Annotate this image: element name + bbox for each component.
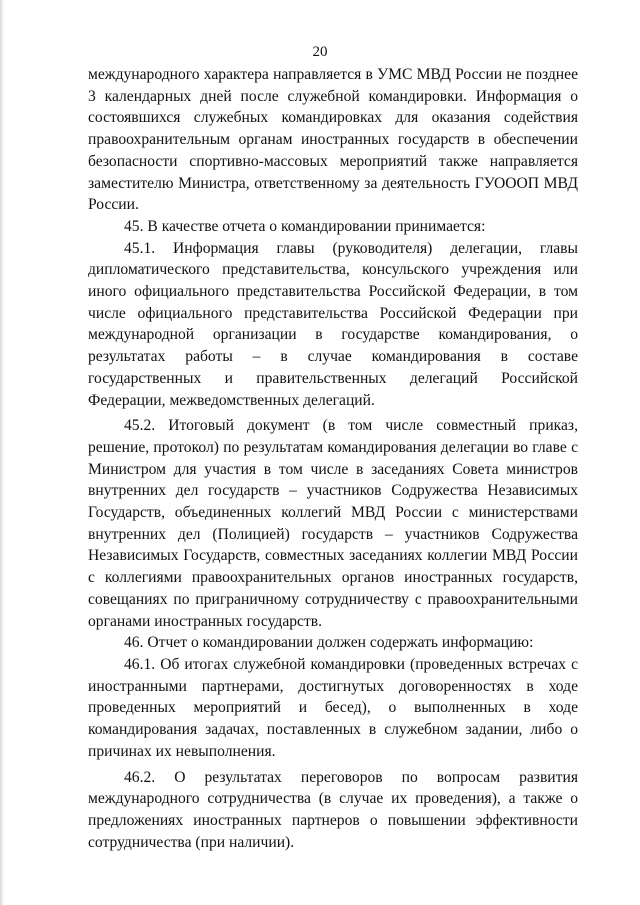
paragraph-46-2: 46.2. О результатах переговоров по вопросам развития международного сотрудничества (в случае их проведения), а также о предложениях иностранных партнеров о повышении эффективности сотрудничества (при наличии). — [88, 768, 578, 851]
document-body — [88, 64, 578, 853]
paragraph-45-2: 45.2. Итоговый документ (в том числе совместный приказ, решение, протокол) по результатам командирования делегации во главе с Министром для участия в том числе в заседаниях Совета министров внутренних дел государств – участников Содружества Независимых Государств, объединенных коллегий МВД России с министерствами внутренних дел (Полицией) государств – участников Содружества Независимых Государств, совместных заседаниях коллегии МВД России с коллегиями правоохранительных органов иностранных государств, совещаниях по приграничному сотрудничеству с правоохранительными органами иностранных государств. — [88, 417, 578, 630]
paragraph-46: 46. Отчет о командировании должен содержать информацию: — [124, 634, 534, 652]
paragraph-45-1: 45.1. Информация главы (руководителя) делегации, главы дипломатического представительства, консульского учреждения или иного официального представительства Российской Федерации, в том числе официального представительства Российской Федерации при международной организации в государстве командирования, о результатах работы – в случае командирования в составе государственных и правительственных делегаций Российской Федерации, межведомственных делегаций. — [88, 239, 578, 409]
scan-edge-shadow — [0, 0, 4, 905]
paragraph-continuation: международного характера направляется в УМС МВД России не позднее 3 календарных дней после служебной командировки. Информация о состоявшихся служебных командировках для оказания содействия правоохранительным органам иностранных государств в обеспечении безопасности спортивно-массовых мероприятий также направляется заместителю Министра, ответственному за деятельность ГУОООП МВД России. — [88, 66, 578, 214]
paragraph-46-1: 46.1. Об итогах служебной командировки (проведенных встречах с иностранными партнерами, достигнутых договоренностях в ходе проведенных мероприятий и бесед), о выполненных в ходе командирования задачах, поставленных в служебном задании, либо о причинах их невыполнения. — [88, 655, 578, 760]
paragraph-45: 45. В качестве отчета о командировании принимается: — [124, 217, 486, 235]
page-number: 20 — [312, 44, 328, 60]
